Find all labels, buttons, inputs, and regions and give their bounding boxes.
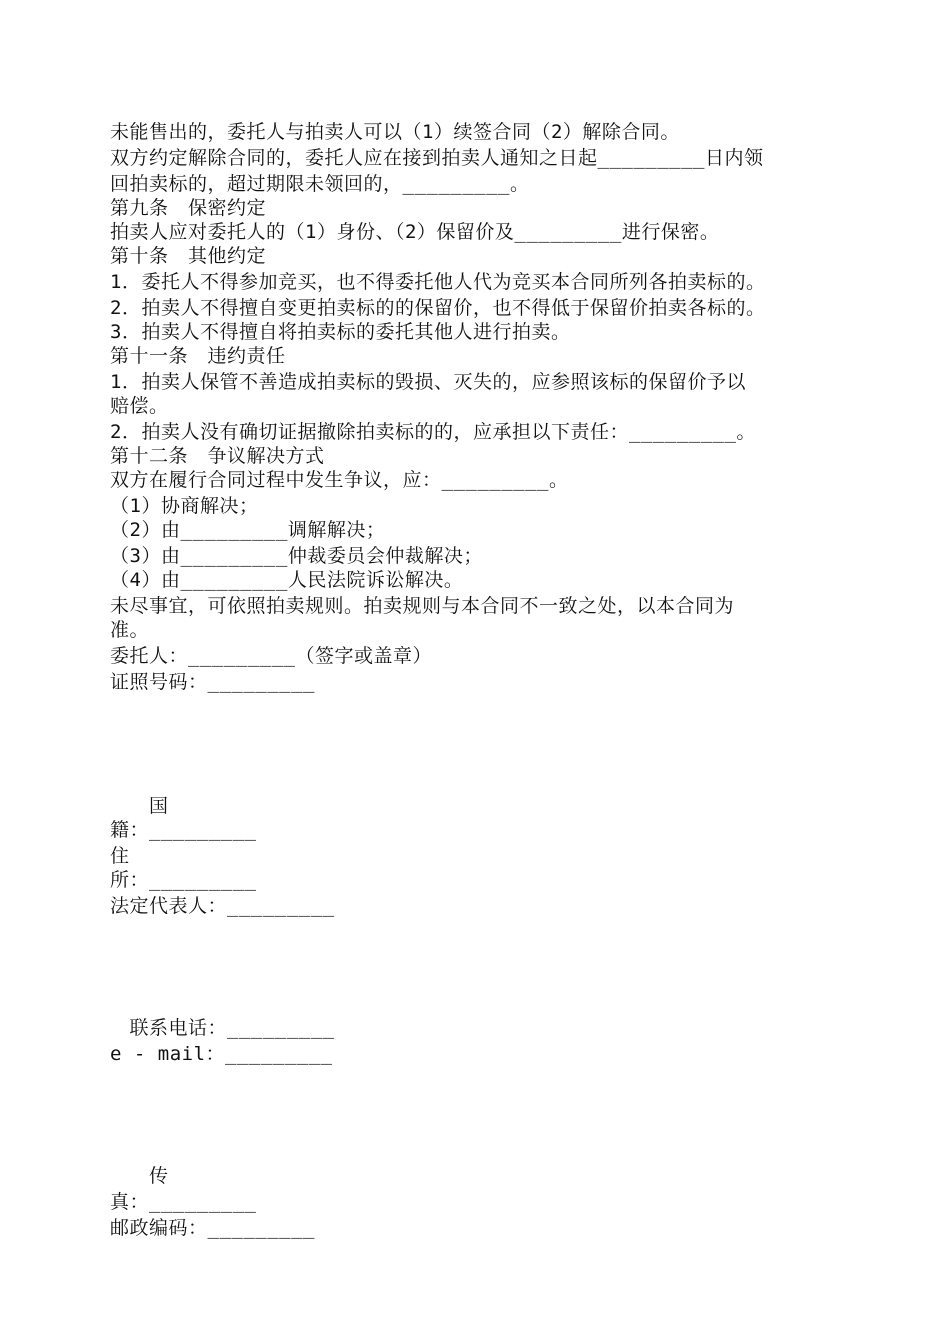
text-line: 拍卖人应对委托人的（1）身份、（2）保留价及_________进行保密。	[110, 221, 720, 243]
text-line: 1．委托人不得参加竞买，也不得委托他人代为竞买本合同所列各拍卖标的。	[110, 271, 766, 293]
form-field: 所：_________	[110, 869, 257, 891]
list-item: （4）由_________人民法院诉讼解决。	[110, 569, 464, 591]
list-item: （1）协商解决；	[110, 495, 259, 517]
form-field: 联系电话：_________	[110, 1017, 335, 1039]
form-field: 邮政编码：_________	[110, 1217, 315, 1239]
list-item: （3）由_________仲裁委员会仲裁解决；	[110, 545, 483, 567]
text-line: 1．拍卖人保管不善造成拍卖标的毁损、灭失的，应参照该标的保留价予以	[110, 371, 746, 393]
section-heading: 第十一条 违约责任	[110, 345, 286, 367]
text-line: 未能售出的，委托人与拍卖人可以（1）续签合同（2）解除合同。	[110, 121, 680, 143]
text-line: 双方在履行合同过程中发生争议，应：_________。	[110, 469, 569, 491]
form-field: 法定代表人：_________	[110, 895, 335, 917]
section-heading: 第十二条 争议解决方式	[110, 445, 325, 467]
form-field: 国	[110, 795, 169, 817]
form-field: 证照号码：_________	[110, 671, 315, 693]
form-field: 籍：_________	[110, 819, 257, 841]
text-line: 回拍卖标的，超过期限未领回的，_________。	[110, 173, 530, 195]
form-field: 传	[110, 1165, 169, 1187]
text-line: 2．拍卖人没有确切证据撤除拍卖标的的，应承担以下责任：_________。	[110, 421, 756, 443]
form-field: 住	[110, 845, 130, 867]
text-line: 准。	[110, 619, 150, 641]
text-line: 3．拍卖人不得擅自将拍卖标的委托其他人进行拍卖。	[110, 321, 571, 343]
text-line: 未尽事宜，可依照拍卖规则。拍卖规则与本合同不一致之处，以本合同为	[110, 595, 735, 617]
text-line: 双方约定解除合同的，委托人应在接到拍卖人通知之日起_________日内领	[110, 147, 764, 169]
list-item: （2）由_________调解解决；	[110, 519, 386, 541]
form-field: e - mail：_________	[110, 1043, 333, 1065]
section-heading: 第九条 保密约定	[110, 197, 267, 219]
text-line: 赔偿。	[110, 395, 169, 417]
form-field: 真：_________	[110, 1191, 257, 1213]
section-heading: 第十条 其他约定	[110, 245, 267, 267]
text-line: 2．拍卖人不得擅自变更拍卖标的的保留价，也不得低于保留价拍卖各标的。	[110, 297, 766, 319]
signature-field: 委托人：_________（签字或盖章）	[110, 645, 432, 667]
